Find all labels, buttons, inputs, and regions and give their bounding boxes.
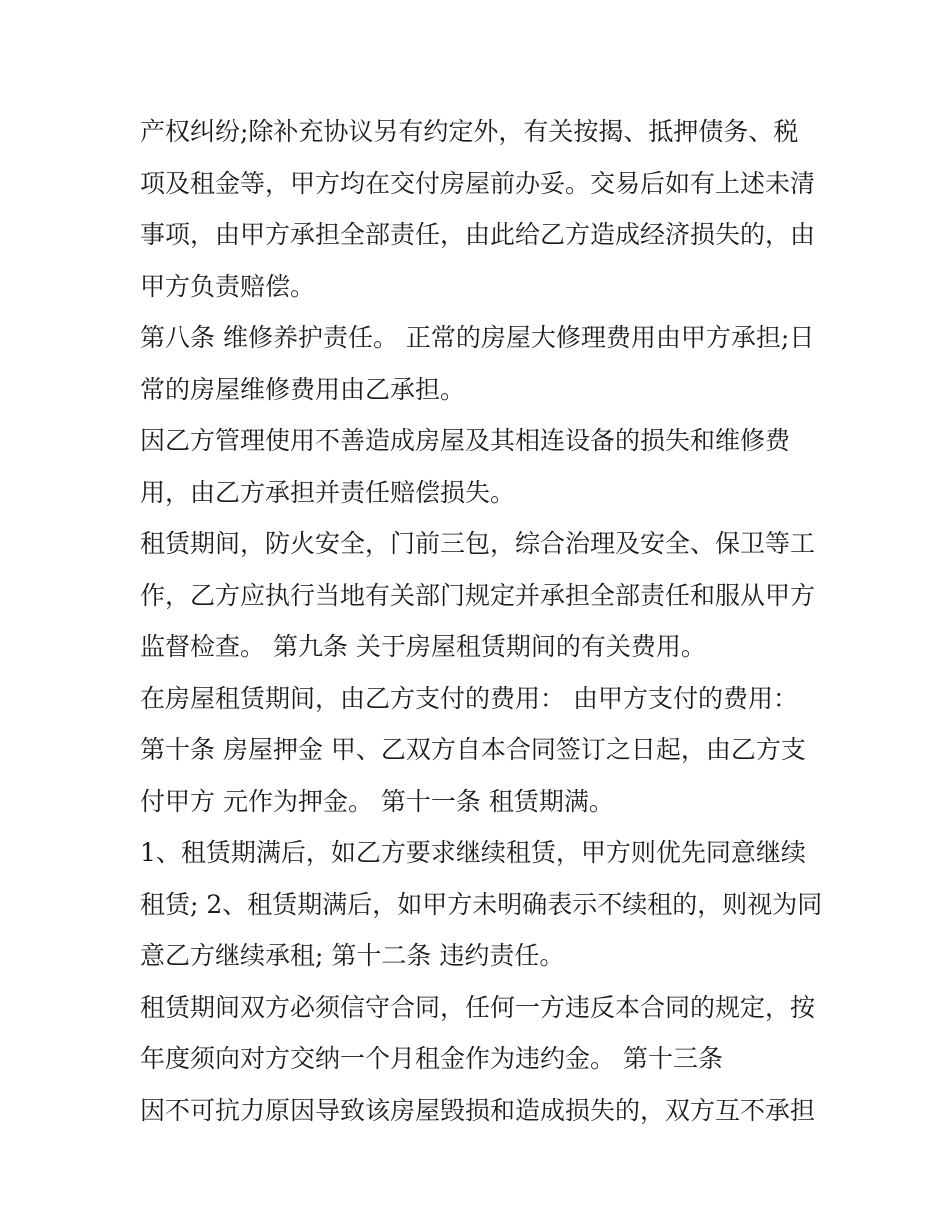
text-line: 产权纠纷;除补充协议另有约定外，有关按揭、抵押债务、税	[140, 117, 799, 146]
text-line: 1、租赁期满后，如乙方要求继续租赁，甲方则优先同意继续	[140, 838, 806, 867]
document-body	[140, 106, 823, 1136]
text-line: 常的房屋维修费用由乙承担。	[140, 374, 466, 404]
text-line: 用，由乙方承担并责任赔偿损失。	[140, 477, 516, 507]
text-line: 项及租金等，甲方均在交付房屋前办妥。交易后如有上述未清	[140, 168, 816, 198]
text-line: 在房屋租赁期间，由乙方支付的费用： 由甲方支付的费用：	[140, 683, 798, 713]
text-line: 事项，由甲方承担全部责任，由此给乙方造成经济损失的，由	[140, 220, 816, 249]
text-line: 甲方负责赔偿。	[140, 271, 316, 301]
text-line: 因不可抗力原因导致该房屋毁损和造成损失的，双方互不承担	[140, 1095, 816, 1125]
text-line: 因乙方管理使用不善造成房屋及其相连设备的损失和维修费	[140, 426, 791, 455]
text-line: 意乙方继续承租; 第十二条 违约责任。	[140, 941, 565, 970]
text-line: 付甲方 元作为押金。 第十一条 租赁期满。	[140, 786, 614, 816]
text-line: 租赁期间，防火安全，门前三包，综合治理及安全、保卫等工	[140, 529, 816, 558]
text-line: 租赁; 2、租赁期满后，如甲方未明确表示不续租的，则视为同	[140, 889, 823, 919]
text-line: 第八条 维修养护责任。 正常的房屋大修理费用由甲方承担;日	[140, 323, 815, 352]
text-line: 作，乙方应执行当地有关部门规定并承担全部责任和服从甲方	[140, 580, 816, 610]
text-line: 监督检查。 第九条 关于房屋租赁期间的有关费用。	[140, 632, 706, 661]
text-line: 租赁期间双方必须信守合同，任何一方违反本合同的规定，按	[140, 992, 816, 1022]
text-line: 年度须向对方交纳一个月租金作为违约金。 第十三条	[140, 1044, 723, 1073]
text-line: 第十条 房屋押金 甲、乙双方自本合同签订之日起，由乙方支	[140, 735, 806, 764]
